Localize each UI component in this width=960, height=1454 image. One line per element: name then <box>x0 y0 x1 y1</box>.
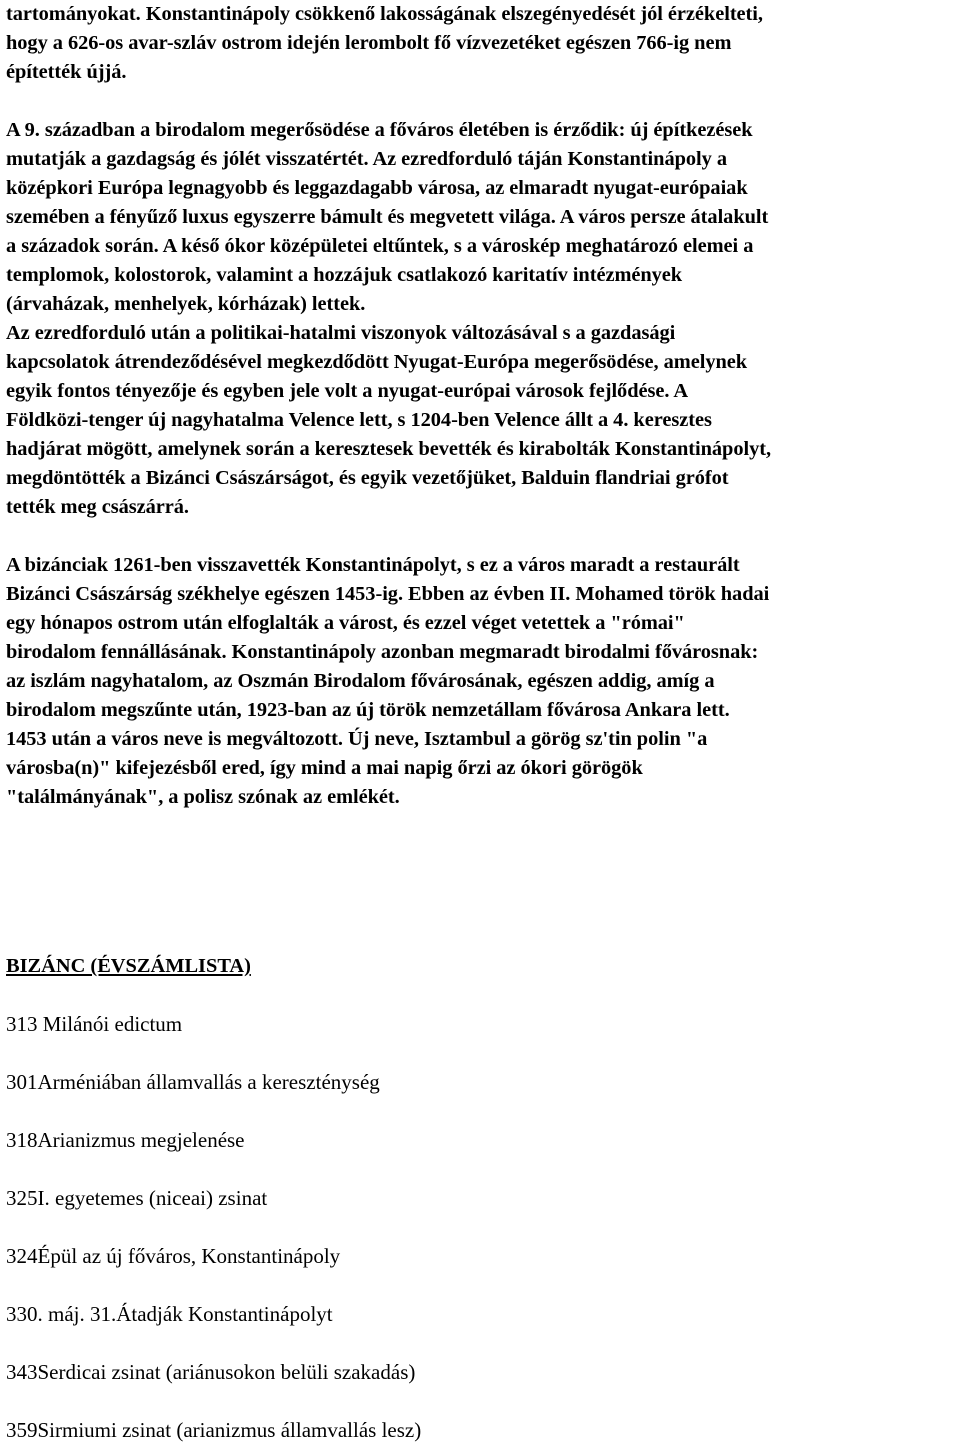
text-line: Az ezredforduló után a politikai-hatalmi viszonyok változásával s a gazdasági <box>6 322 676 344</box>
section-spacer <box>6 812 960 952</box>
text-line: templomok, kolostorok, valamint a hozzájuk csatlakozó karitatív intézmények <box>6 264 683 286</box>
paragraph-3 <box>6 551 960 812</box>
paragraph-spacer <box>6 87 960 116</box>
text-line: 1453 után a város neve is megváltozott. Új neve, Isztambul a görög sz'tin polin "a <box>6 728 708 750</box>
text-line: megdöntötték a Bizánci Császárságot, és egyik vezetőjüket, Balduin flandriai grófot <box>6 467 729 489</box>
text-line: egyik fontos tényezője és egyben jele volt a nyugat-európai városok fejlődése. A <box>6 380 689 402</box>
text-line: hogy a 626-os avar-szláv ostrom idején lerombolt fő vízvezetéket egészen 766-ig nem <box>6 32 732 54</box>
text-line: egy hónapos ostrom után elfoglalták a várost, és ezzel véget vetettek a "római" <box>6 612 685 634</box>
text-line: A 9. században a birodalom megerősödése a főváros életében is érződik: új építkezések <box>6 119 753 141</box>
timeline-entry: 325I. egyetemes (niceai) zsinat <box>6 1186 268 1210</box>
text-line: tartományokat. Konstantinápoly csökkenő lakosságának elszegényedését jól érzékelteti, <box>6 3 763 25</box>
timeline-entry: 359Sirmiumi zsinat (arianizmus államvallás lesz) <box>6 1418 422 1442</box>
text-line: kapcsolatok átrendeződésével megkezdődött Nyugat-Európa megerősödése, amelynek <box>6 351 748 373</box>
document-page <box>6 0 960 1445</box>
text-line: építették újjá. <box>6 61 127 83</box>
paragraph-spacer <box>6 522 960 551</box>
paragraph-2 <box>6 116 960 522</box>
text-line: birodalom megszűnte után, 1923-ban az új török nemzetállam fővárosa Ankara lett. <box>6 699 730 721</box>
timeline-entry: 330. máj. 31.Átadják Konstantinápolyt <box>6 1302 333 1326</box>
timeline-entry: 301Arméniában államvallás a kereszténység <box>6 1070 380 1094</box>
text-line: mutatják a gazdagság és jólét visszatértét. Az ezredforduló táján Konstantinápoly a <box>6 148 727 170</box>
text-line: tették meg császárrá. <box>6 496 189 518</box>
text-line: birodalom fennállásának. Konstantinápoly azonban megmaradt birodalmi fővárosnak: <box>6 641 759 663</box>
text-line: "találmányának", a polisz szónak az emlékét. <box>6 786 400 808</box>
timeline-entry: 318Arianizmus megjelenése <box>6 1128 245 1152</box>
text-line: (árvaházak, menhelyek, kórházak) lettek. <box>6 293 366 315</box>
text-line: az iszlám nagyhatalom, az Oszmán Birodalom fővárosának, egészen addig, amíg a <box>6 670 715 692</box>
text-line: A bizánciak 1261-ben visszavették Konstantinápolyt, s ez a város maradt a restaurált <box>6 554 740 576</box>
text-line: Földközi-tenger új nagyhatalma Velence lett, s 1204-ben Velence állt a 4. keresztes <box>6 409 712 431</box>
text-line: szemében a fényűző luxus egyszerre bámult és megvetett világa. A város persze átalakult <box>6 206 769 228</box>
text-line: a századok során. A késő ókor középületei eltűntek, s a városkép meghatározó elemei a <box>6 235 754 257</box>
timeline-list <box>6 1010 960 1445</box>
text-line: hadjárat mögött, amelynek során a keresztesek bevették és kirabolták Konstantinápolyt, <box>6 438 772 460</box>
text-line: Bizánci Császárság székhelye egészen 1453-ig. Ebben az évben II. Mohamed török hadai <box>6 583 770 605</box>
paragraph-1 <box>6 0 960 87</box>
text-line: középkori Európa legnagyobb és leggazdagabb városa, az elmaradt nyugat-európaiak <box>6 177 748 199</box>
timeline-entry: 313 Milánói edictum <box>6 1012 183 1036</box>
timeline-entry: 324Épül az új főváros, Konstantinápoly <box>6 1244 341 1268</box>
timeline-entry: 343Serdicai zsinat (ariánusokon belüli szakadás) <box>6 1360 416 1384</box>
text-line: városba(n)" kifejezésből ered, így mind a mai napig őrzi az ókori görögök <box>6 757 643 779</box>
timeline-heading: BIZÁNC (ÉVSZÁMLISTA) <box>6 955 251 977</box>
